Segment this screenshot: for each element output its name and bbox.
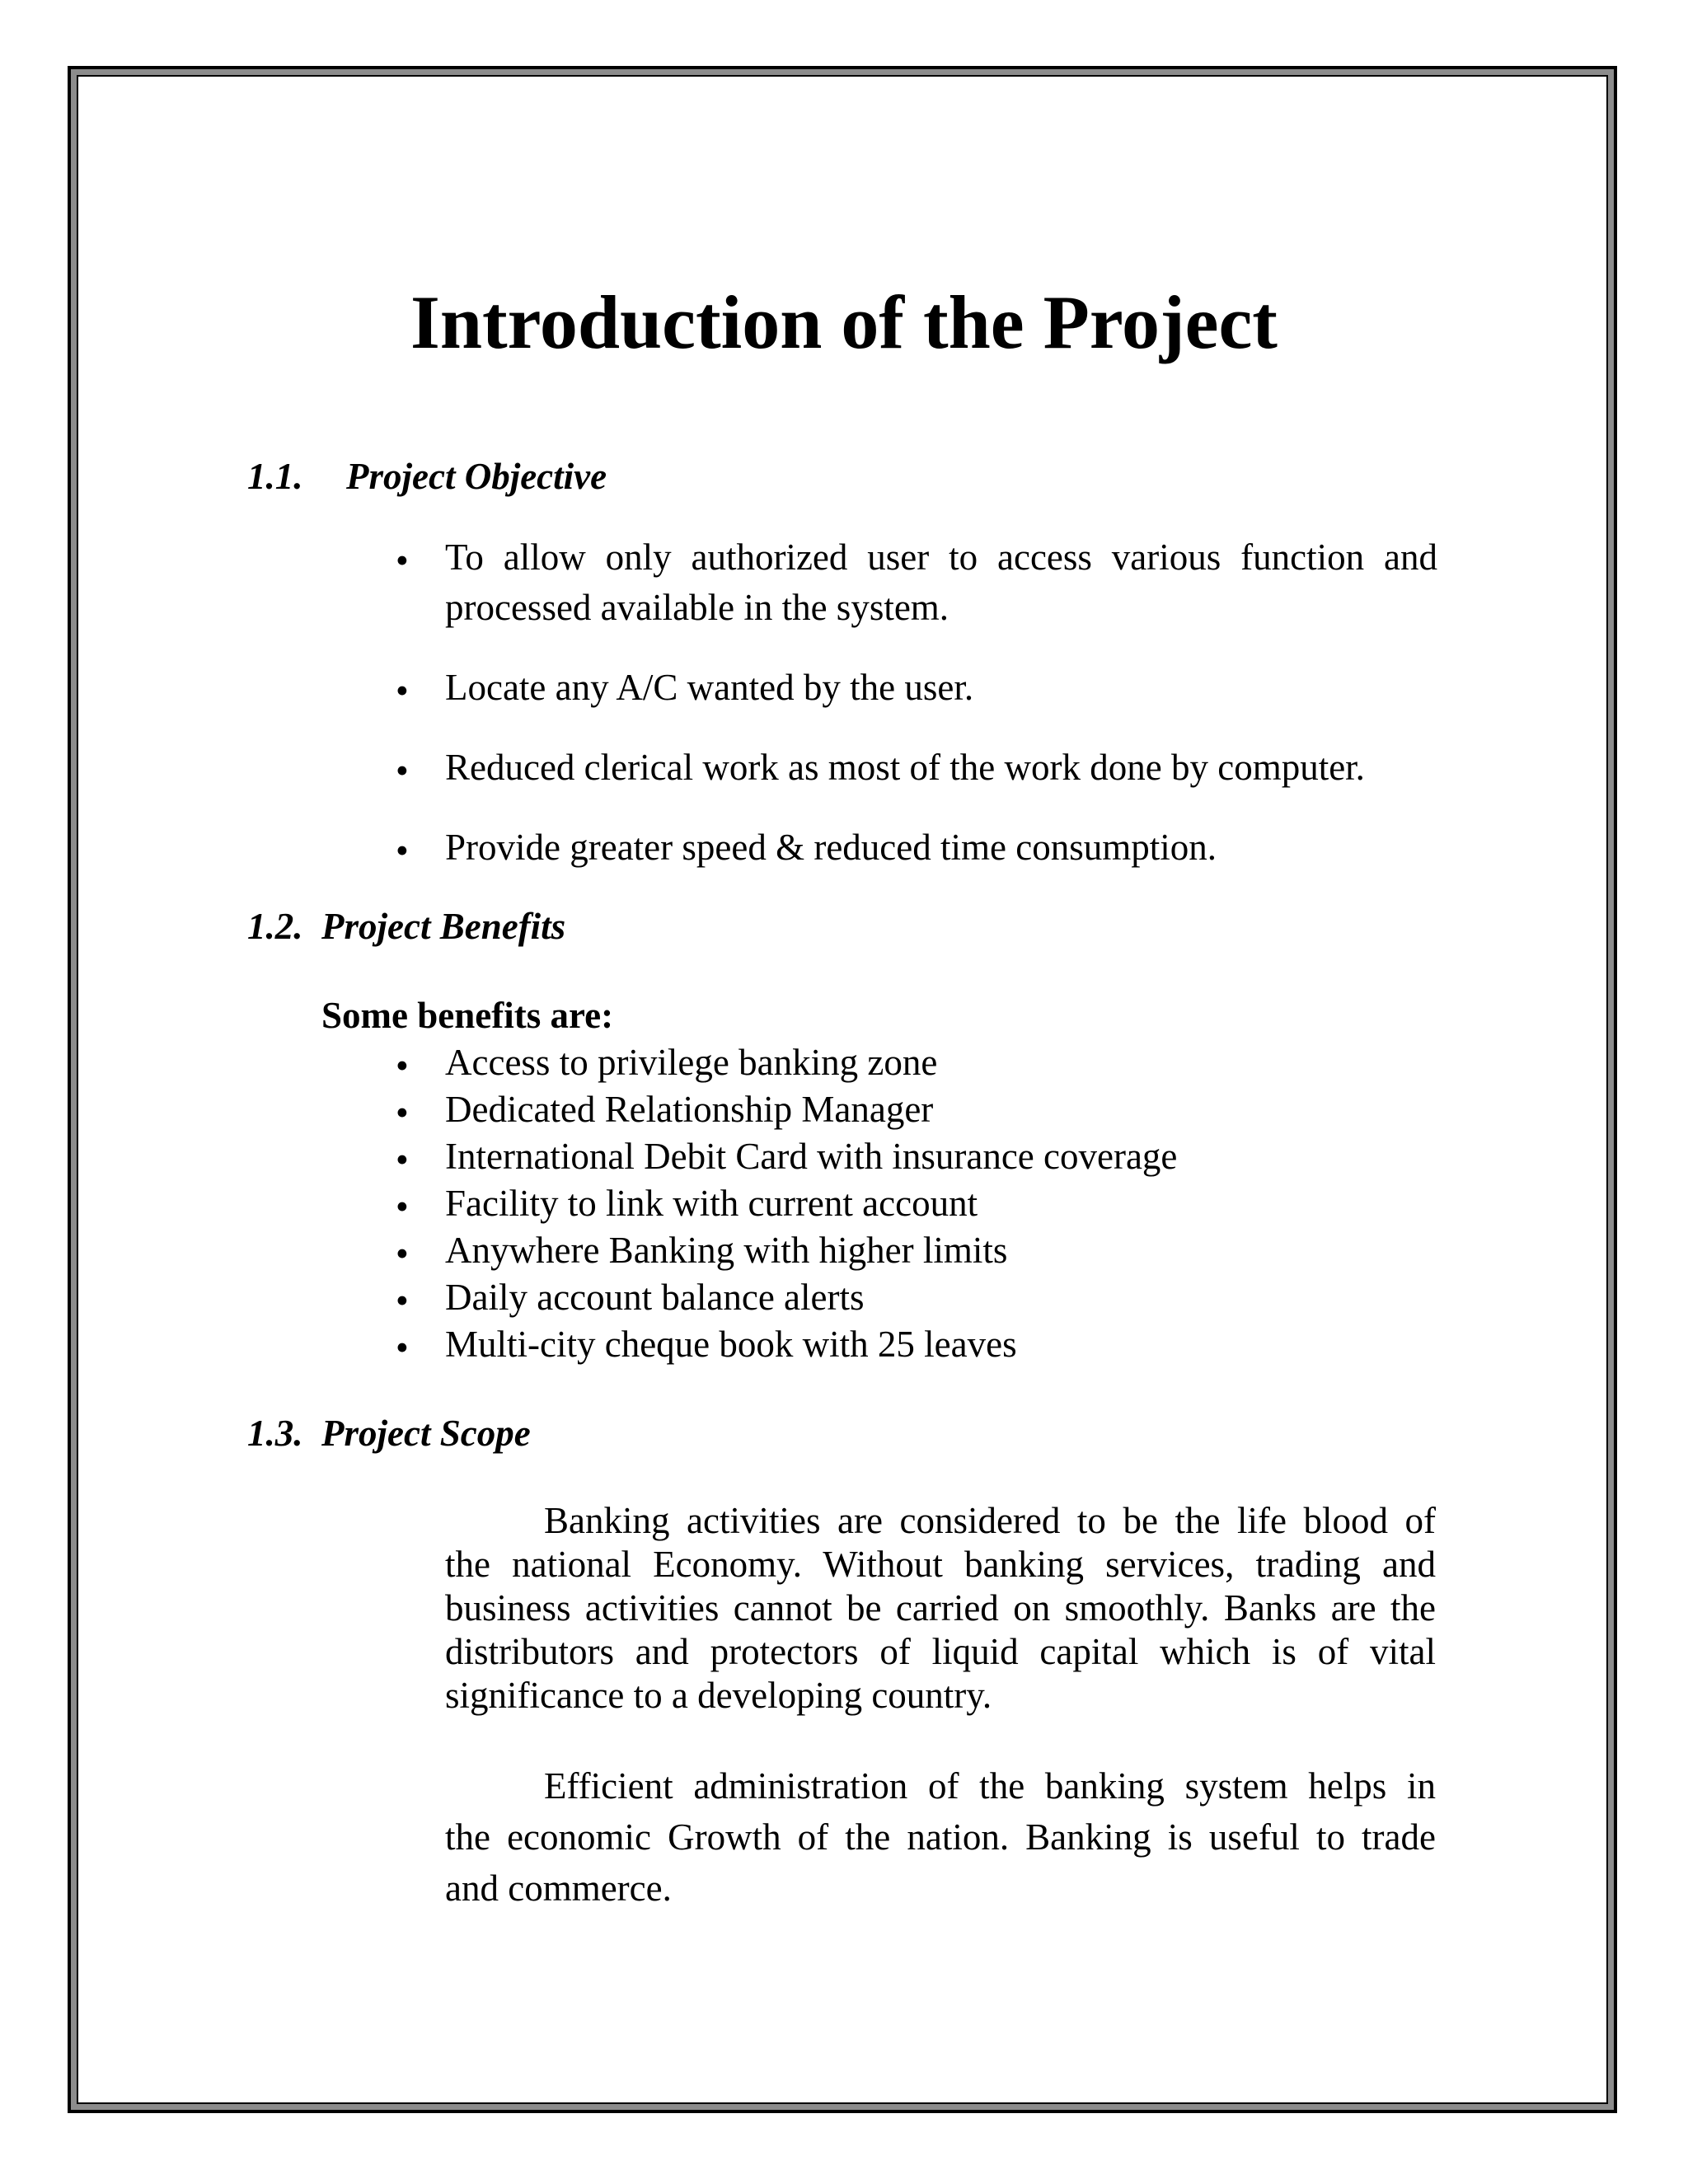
bullet-text: Locate any A/C wanted by the user.: [445, 667, 974, 708]
bullet-icon: •: [396, 1139, 409, 1180]
section-title: Project Scope: [321, 1413, 531, 1454]
paragraph-line: distributors and protectors of liquid capital which is of vital: [445, 1631, 1436, 1672]
bullet-text: Provide greater speed & reduced time consumption.: [445, 827, 1217, 868]
bullet-line: To allow only authorized user to access various function and: [445, 537, 1437, 578]
bullet-text: Anywhere Banking with higher limits: [445, 1230, 1008, 1271]
bullet-line: processed available in the system.: [445, 587, 950, 628]
bullet-icon: •: [396, 830, 409, 871]
paragraph-line: the economic Growth of the nation. Banking is useful to trade: [445, 1816, 1436, 1858]
scope-paragraph-2: [445, 1765, 1436, 1921]
section-title: Project Objective: [346, 456, 607, 497]
page-title: Introduction of the Project: [410, 280, 1278, 364]
paragraph-line: business activities cannot be carried on smoothly. Banks are the: [445, 1587, 1436, 1629]
bullet-text: [445, 539, 1437, 626]
bullet-text: Reduced clerical work as most of the work done by computer.: [445, 747, 1365, 788]
bullet-icon: •: [396, 1233, 409, 1274]
paragraph-line: the national Economy. Without banking services, trading and: [445, 1544, 1436, 1585]
section-heading-scope: [247, 1415, 531, 1452]
paragraph-line: and commerce.: [445, 1868, 672, 1909]
bullet-icon: •: [396, 540, 409, 581]
bullet-icon: •: [396, 750, 409, 791]
benefits-intro: Some benefits are:: [321, 995, 614, 1036]
bullet-icon: •: [396, 1186, 409, 1227]
section-number: 1.2.: [247, 906, 303, 947]
bullet-icon: •: [396, 1327, 409, 1368]
bullet-icon: •: [396, 1045, 409, 1086]
paragraph-line: Efficient administration of the banking system helps in: [544, 1765, 1436, 1807]
bullet-text: Facility to link with current account: [445, 1183, 978, 1224]
section-heading-benefits: [247, 908, 565, 945]
section-number: 1.3.: [247, 1413, 303, 1454]
bullet-text: Multi-city cheque book with 25 leaves: [445, 1324, 1017, 1365]
paragraph-line: Banking activities are considered to be the life blood of: [544, 1500, 1436, 1541]
bullet-icon: •: [396, 1092, 409, 1133]
bullet-text: Daily account balance alerts: [445, 1277, 865, 1318]
scope-paragraph-1: [445, 1502, 1436, 1721]
bullet-icon: •: [396, 670, 409, 711]
bullet-text: Access to privilege banking zone: [445, 1042, 938, 1083]
section-title: Project Benefits: [321, 906, 566, 947]
paragraph-line: significance to a developing country.: [445, 1675, 992, 1716]
bullet-icon: •: [396, 1280, 409, 1321]
bullet-text: Dedicated Relationship Manager: [445, 1089, 934, 1130]
section-heading-objective: [247, 458, 607, 495]
bullet-text: International Debit Card with insurance coverage: [445, 1136, 1178, 1177]
section-number: 1.1.: [247, 456, 303, 497]
